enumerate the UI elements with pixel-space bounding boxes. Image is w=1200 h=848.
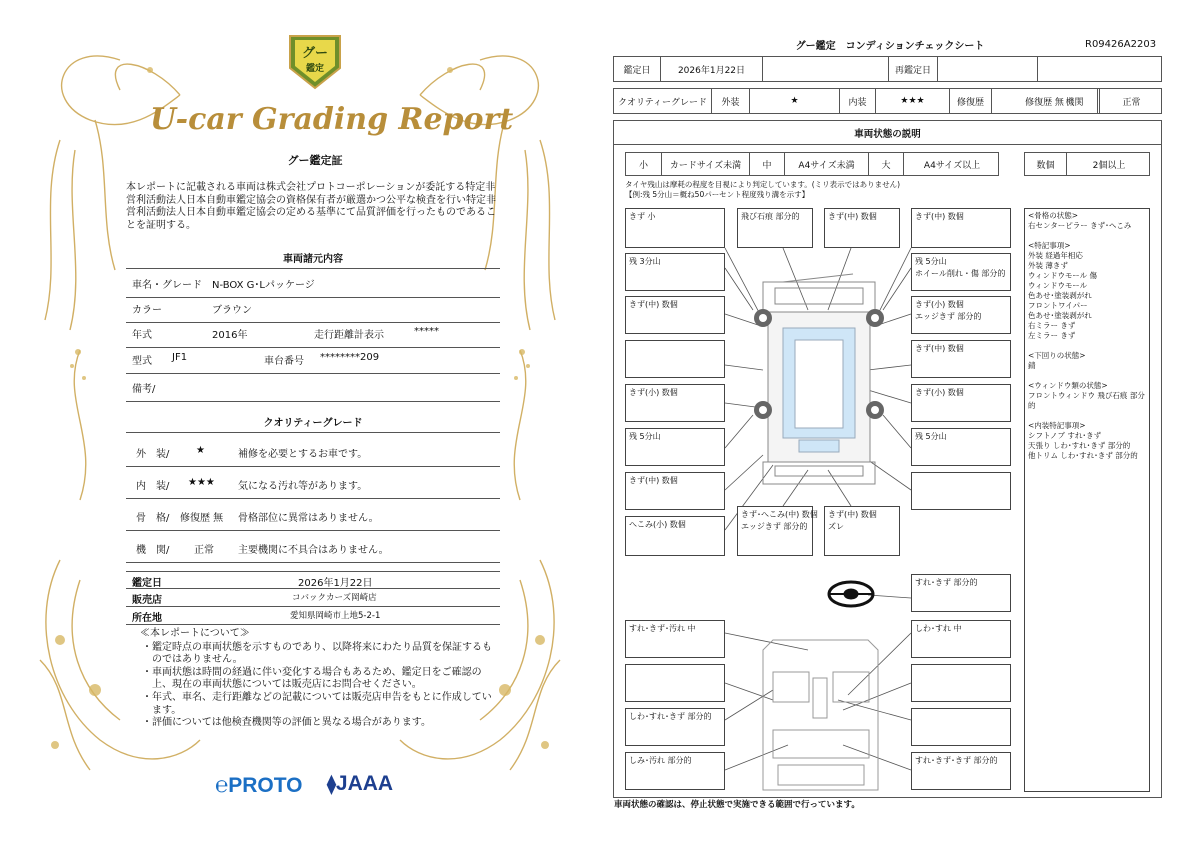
note-line: 錆 — [1028, 361, 1036, 370]
exterior-box-t2: 飛び石痕 部分的 — [737, 208, 813, 248]
certificate-intro: 本レポートに記載される車両は株式会社プロトコーポレーションが委託する特定非営利活動法人日本自動車鑑定協会の資格保有者が厳選かつ公平な検査を行い特定非営利活動法人日本自動車鑑定協会の定める基準にて品質評価を行ったものであることを証明する。 — [126, 182, 496, 231]
exterior-box-l4 — [625, 340, 725, 378]
count-label: 数個 — [1025, 153, 1067, 175]
interior-value: ★★★ — [876, 89, 950, 113]
chassis-label: 車台番号 — [264, 356, 304, 367]
year-value: 2016年 — [212, 330, 248, 341]
quality-row-exterior — [126, 445, 500, 467]
note-item: ・車両状態は時間の経過に伴い変化する場合もあるため、鑑定日をご確認の上、現在の車両状態については販売店にお問合せください。 — [142, 666, 482, 691]
frame-desc: 骨格部位に異常はありません。 — [238, 513, 379, 524]
size-mid: 中 — [750, 153, 785, 175]
note-line: 右センターピラー きず･へこみ — [1028, 221, 1132, 230]
exterior-value: ★ — [750, 89, 840, 113]
cert-row-shop — [126, 589, 500, 607]
note-line: <内装特記事項> — [1028, 421, 1086, 430]
count-desc: 2個以上 — [1092, 160, 1126, 171]
color-label: カラー — [132, 305, 162, 316]
exterior-box-r4: きず(中) 数個 — [911, 340, 1011, 378]
interior-label: 内装 — [840, 89, 876, 113]
redate-label: 再鑑定日 — [889, 57, 938, 81]
note-line: 左ミラー きず — [1028, 331, 1076, 340]
note-line: 他トリム しわ･すれ･きず 部分的 — [1028, 451, 1138, 460]
exterior-box-l2: 残 3分山 — [625, 253, 725, 291]
engine-grade: 正常 — [194, 545, 214, 556]
proto-mark-icon: ℮ — [215, 772, 229, 797]
exterior-box-t3: きず(中) 数個 — [824, 208, 900, 248]
note-item: ・年式、車名、走行距離などの記載については販売店申告をもとに作成しています。 — [142, 691, 492, 716]
note-line: <特記事項> — [1028, 241, 1071, 250]
note-item: ・評価については他検査機関等の評価と異なる場合があります。 — [142, 717, 431, 729]
interior-box-ir4: すれ･きず･きず 部分的 — [911, 752, 1011, 790]
jaaa-logo: ⧫JAAA — [327, 772, 394, 795]
address-value: 愛知県岡崎市上地5-2-1 — [290, 611, 381, 621]
report-script-title: U-car Grading Report — [150, 102, 514, 137]
color-value: ブラウン — [212, 305, 252, 316]
interior-box-ir3 — [911, 708, 1011, 746]
svg-text:鑑定: 鑑定 — [305, 64, 325, 74]
exterior-box-b2: きず･へこみ(中) 数個 エッジきず 部分的 — [737, 506, 813, 556]
size-large: 大 — [869, 153, 904, 175]
condition-notes — [1024, 208, 1150, 792]
interior-box-il4: しみ･汚れ 部分的 — [625, 752, 725, 790]
history-value: 修復歴 無 — [992, 89, 1098, 113]
sheet-title: グー鑑定 コンディションチェックシート — [795, 41, 985, 52]
exterior-box-l7: きず(中) 数個 — [625, 472, 725, 510]
engine-value: 正常 — [1122, 97, 1141, 108]
mileage-value: ***** — [414, 326, 439, 337]
redate-value — [938, 57, 1038, 81]
quality-heading: クオリティーグレード — [263, 418, 363, 429]
mileage-label: 走行距離計表示 — [314, 330, 384, 341]
size-legend — [625, 152, 999, 176]
cert-date-value: 2026年1月22日 — [298, 578, 373, 589]
state-heading: 車両状態の説明 — [614, 121, 1161, 145]
exterior-box-l3: きず(中) 数個 — [625, 296, 725, 334]
exterior-box-r2: 残 5分山 ホイール削れ・傷 部分的 — [911, 253, 1011, 291]
exterior-box-r5: きず(小) 数個 — [911, 384, 1011, 422]
exterior-box-l5: きず(小) 数個 — [625, 384, 725, 422]
quality-divider — [126, 432, 500, 433]
exterior-box-r1: きず(中) 数個 — [911, 208, 1011, 248]
model-value: JF1 — [172, 352, 188, 363]
note-line: <下回りの状態> — [1028, 351, 1086, 360]
sheet-date-row — [613, 56, 1162, 82]
note-item: ・鑑定時点の車両状態を示すものであり、以降将来にわたり品質を保証するものではありません。 — [142, 641, 492, 666]
spec-heading: 車両諸元内容 — [283, 254, 343, 265]
name-value: N-BOX G･Lパッケージ — [212, 280, 315, 291]
interior-box-il1: すれ･きず･汚れ 中 — [625, 620, 725, 658]
quality-row-frame — [126, 509, 500, 531]
cert-row-date — [126, 571, 500, 589]
note-line: 色あせ･塗装剥がれ — [1028, 291, 1092, 300]
engine-desc: 主要機関に不具合はありません。 — [238, 545, 389, 556]
exterior-box-l1: きず 小 — [625, 208, 725, 248]
steering-wheel-icon — [829, 582, 873, 606]
interior-desc: 気になる汚れ等があります。 — [238, 481, 368, 492]
interior-box-ir2 — [911, 664, 1011, 702]
interior-box-il2 — [625, 664, 725, 702]
exterior-box-l6: 残 5分山 — [625, 428, 725, 466]
sheet-code: R09426A2203 — [1085, 39, 1157, 50]
interior-grade: ★★★ — [188, 477, 215, 488]
interior-box-steering: すれ･きず 部分的 — [911, 574, 1011, 612]
spec-row-year — [126, 326, 500, 348]
size-mid-desc: A4サイズ未満 — [785, 153, 869, 175]
spec-divider — [126, 268, 500, 269]
sponsor-logos — [215, 766, 415, 806]
address-label: 所在地 — [132, 613, 162, 624]
note-line: シフトノブ すれ･きず — [1028, 431, 1102, 440]
spec-row-model — [126, 352, 500, 374]
remarks-label: 備考/ — [132, 384, 156, 395]
exterior-box-r3: きず(小) 数個 エッジきず 部分的 — [911, 296, 1011, 334]
exterior-desc: 補修を必要とするお車です。 — [238, 449, 368, 460]
interior-box-il3: しわ･すれ･きず 部分的 — [625, 708, 725, 746]
note-line: 外装 経過年相応 — [1028, 251, 1083, 260]
notes-heading: ≪本レポートについて≫ — [140, 628, 250, 639]
report-notes — [140, 628, 495, 730]
jaaa-mark-icon: ⧫ — [327, 774, 336, 794]
blank-cell — [1038, 57, 1163, 81]
note-line: <骨格の状態> — [1028, 211, 1079, 220]
tire-note: タイヤ残山は摩耗の程度を目視により判定しています。(ミリ表示ではありません) 【例:残 5分山＝概ね50パーセント程度残り溝を示す】 — [625, 180, 901, 199]
exterior-grade: ★ — [196, 445, 205, 456]
spec-row-remarks — [126, 380, 500, 402]
count-legend — [1024, 152, 1150, 176]
sheet-footer: 車両状態の確認は、停止状態で実施できる範囲で行っています。 — [614, 800, 860, 810]
note-line: 天張り しわ･すれ･きず 部分的 — [1028, 441, 1131, 450]
quality-label: クオリティーグレード — [614, 89, 712, 113]
name-label: 車名・グレード — [132, 280, 202, 291]
year-label: 年式 — [132, 330, 152, 341]
exterior-box-b3: きず(中) 数個 ズレ — [824, 506, 900, 556]
exterior-box-r6: 残 5分山 — [911, 428, 1011, 466]
history-label: 修復歴 — [950, 89, 992, 113]
frame-label: 骨 格/ — [136, 513, 170, 524]
note-line: ウィンドウモール 傷 — [1028, 271, 1097, 280]
note-line: <ウィンドウ類の状態> — [1028, 381, 1108, 390]
note-line: 色あせ･塗装剥がれ — [1028, 311, 1092, 320]
frame-grade: 修復歴 無 — [180, 513, 224, 524]
goo-kantei-badge-icon — [286, 30, 344, 92]
sheet-date-value: 2026年1月22日 — [661, 57, 763, 81]
size-small: 小 — [626, 153, 662, 175]
cert-date-label: 鑑定日 — [132, 578, 162, 589]
certificate-title: グー鑑定証 — [287, 154, 343, 167]
exterior-label: 外装 — [712, 89, 750, 113]
shop-label: 販売店 — [132, 595, 162, 606]
size-small-desc: カードサイズ未満 — [662, 153, 750, 175]
sheet-date-label: 鑑定日 — [614, 57, 661, 81]
quality-row-engine — [126, 541, 500, 563]
proto-logo: ℮PROTO — [215, 772, 303, 797]
exterior-label: 外 装/ — [136, 449, 170, 460]
engine-label: 機 関/ — [136, 545, 170, 556]
size-large-desc: A4サイズ以上 — [923, 160, 981, 171]
cert-row-address — [126, 607, 500, 625]
quality-row-interior — [126, 477, 500, 499]
sheet-grade-row — [613, 88, 1162, 114]
blank-cell — [763, 57, 889, 81]
svg-text:グー: グー — [301, 46, 329, 61]
spec-row-name — [126, 276, 500, 298]
interior-label: 内 装/ — [136, 481, 170, 492]
note-line: 外装 薄きず — [1028, 261, 1068, 270]
note-line: フロントワイパー — [1028, 301, 1088, 310]
exterior-box-l8: へこみ(小) 数個 — [625, 516, 725, 556]
interior-box-ir1: しわ･すれ 中 — [911, 620, 1011, 658]
chassis-value: ********209 — [320, 352, 380, 363]
engine-label: 機関 — [1050, 89, 1100, 113]
exterior-box-r7 — [911, 472, 1011, 510]
note-line: 右ミラー きず — [1028, 321, 1076, 330]
spec-row-color — [126, 301, 500, 323]
note-line: ウィンドウモール — [1028, 281, 1088, 290]
model-label: 型式 — [132, 356, 152, 367]
shop-value: コバックカーズ岡崎店 — [292, 593, 377, 603]
note-line: フロントウィンドウ 飛び石痕 部分的 — [1028, 391, 1145, 410]
